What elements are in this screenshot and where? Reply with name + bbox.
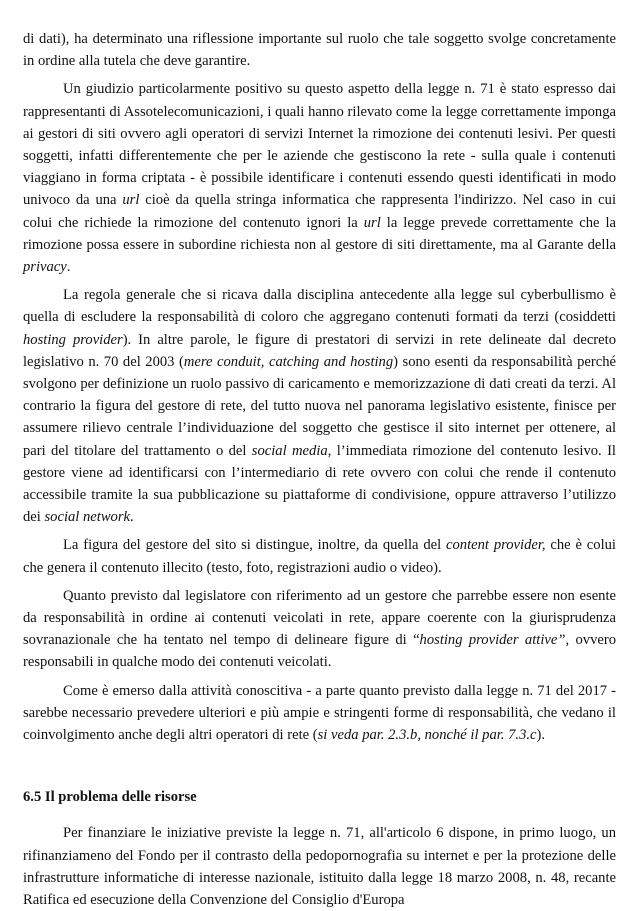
italic-cross-reference: si veda par. 2.3.b, nonché il par. 7.3.c — [317, 727, 537, 744]
section-heading: 6.5 Il problema delle risorse — [23, 789, 197, 806]
italic-url: url — [122, 192, 140, 209]
paragraph-6: Come è emerso dalla attività conoscitiva - a parte quanto previsto dalla legge n. 71 del 2017 - sarebbe necessario prevedere ulteriori e più ampie e stringenti forme di responsabilità, che vedano il coinvolgimento anche degli altri operatori di rete (si veda par. 2.3.b, nonché il par. 7.3.c). — [23, 682, 616, 744]
italic-hosting-provider: hosting provider — [23, 331, 123, 348]
paragraph-2: Un giudizio particolarmente positivo su questo aspetto della legge n. 71 è stato espresso dai rappresentanti di Assotelecomunicazioni, i quali hanno rilevato come la legge correttamente imponga ai gestori di siti ovvero agli operatori di servizi Internet la rimozione dei contenuti lesivi. Per questi soggetti, infatti differentemente che per le aziende che gestiscono la rete - sulla quale i contenuti viaggiano in forma criptata - è possibile identificare i contenuti essendo questi identificati in modo univoco da una url cioè da quella stringa informatica che rappresenta l'indirizzo. Nel caso in cui colui che richiede la rimozione del contenuto ignori la url la legge prevede correttamente che la rimozione possa essere in subordine richiesta non al gestore di siti direttamente, ma al Garante della privacy. — [23, 81, 617, 276]
italic-social-media: social media — [251, 442, 328, 459]
paragraph-4: La figura del gestore del sito si distingue, inoltre, da quella del content provider, che è colui che genera il contenuto illecito (testo, foto, registrazioni audio o video). — [23, 537, 616, 576]
italic-privacy: privacy — [23, 259, 67, 276]
italic-mere-conduit: mere conduit, catching and hosting — [183, 353, 394, 370]
italic-url: url — [363, 214, 381, 231]
paragraph-1: di dati), ha determinato una riflessione importante sul ruolo che tale soggetto svolge concretamente in ordine alla tutela che deve garantire. — [23, 31, 616, 70]
paragraph-7: Per finanziare le iniziative previste la legge n. 71, all'articolo 6 dispone, in primo luogo, un rifinanziameno del Fondo per il contrasto della pedopornografia su internet e per la protezione delle infrastrutture informatiche di interesse nazionale, istituito dalla legge 18 marzo 2008, n. 48, recante Ratifica ed esecuzione della Convenzione del Consiglio d'Europa — [23, 825, 616, 908]
paragraph-3: La regola generale che si ricava dalla disciplina antecedente alla legge sul cyberbullismo è quella di escludere la responsabilità di coloro che aggregano contenuti formati da terzi (cosiddetti hosting provider). In altre parole, le figure di prestatori di servizi in rete delineate dal decreto legislativo n. 70 del 2003 (mere conduit, catching and hosting) sono esenti da responsabilità perché svolgono per definizione un ruolo passivo di caricamento e memorizzazione di dati creati da terzi. Al contrario la figura del gestore di rete, del tutto nuova nel panorama legislativo esistente, finisce per assumere rilievo centrale l’individuazione del soggetto che gestisce il sito internet per ottenere, al pari del titolare del trattamento o del social media, l’immediata rimozione del contenuto lesivo. Il gestore viene ad identificarsi con l’intermediario di rete ovvero con colui che rende il contenuto accessibile tramite la sua pubblicazione su piattaforme di condivisione, oppure attraverso l’utilizzo dei social network. — [23, 287, 616, 526]
italic-social-network: social network — [44, 509, 131, 526]
paragraph-5: Quanto previsto dal legislatore con riferimento ad un gestore che parrebbe essere non esente da responsabilità in ordine ai contenuti veicolati in rete, appare coerente con la giurisprudenza sovranazionale che ha tentato nel tempo di delineare figure di “hosting provider attive”, ovvero responsabili in qualche modo dei contenuti veicolati. — [23, 587, 616, 671]
italic-hosting-provider-attive: hosting provider attive”, — [419, 632, 570, 649]
italic-content-provider: content provider, — [446, 537, 546, 554]
